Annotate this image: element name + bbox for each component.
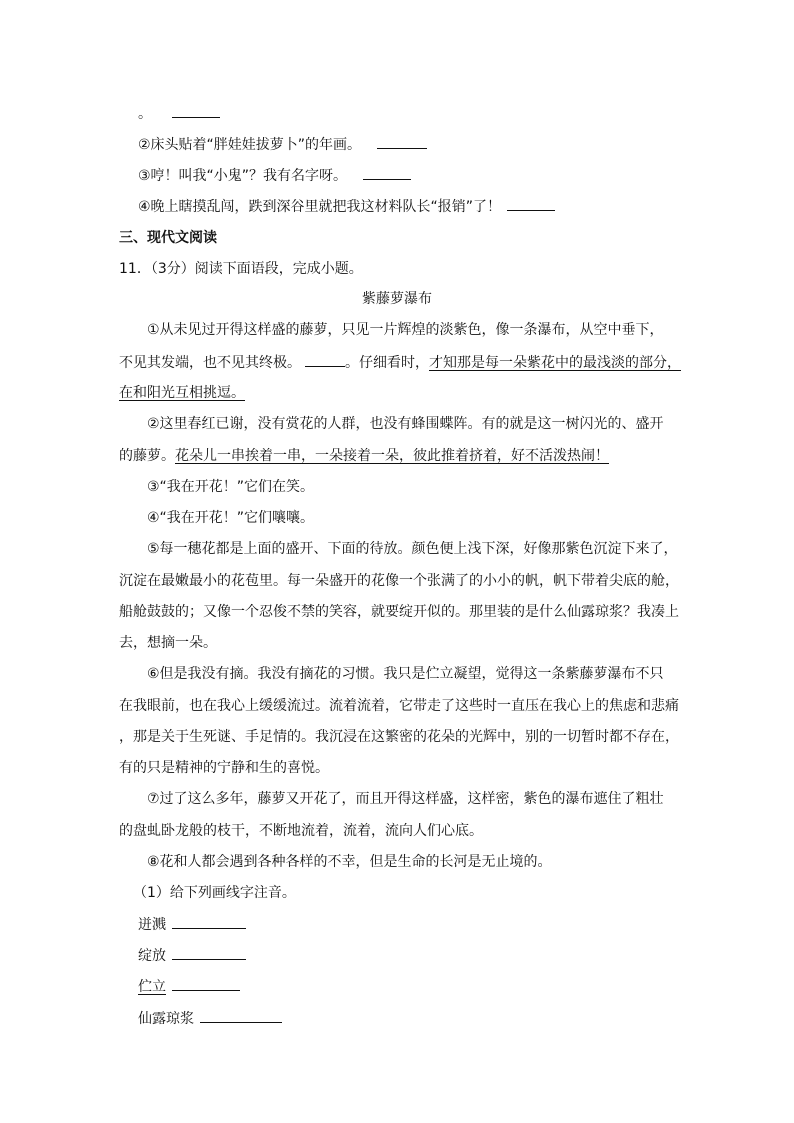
para-1-line-1: ①从未见过开得这样盛的藤萝，只见一片辉煌的淡紫色，像一条瀑布，从空中垂下， xyxy=(147,322,664,338)
question-11-stem: 11．（3分）阅读下面语段，完成小题。 xyxy=(119,261,363,277)
underlined-sentence: 才知那是每一朵紫花中的最浅淡的部分， xyxy=(429,355,681,371)
para-5-line-4: 去，想摘一朵。 xyxy=(119,635,217,651)
para-6-line-1: ⑥但是我没有摘。我没有摘花的习惯。我只是伫立凝望，觉得这一条紫藤萝瀑布不只 xyxy=(147,666,664,682)
para-5-line-3: 船舱鼓鼓的；又像一个忍俊不禁的笑容，就要绽开似的。那里装的是什么仙露琼浆？我凑上 xyxy=(119,604,679,620)
para-4: ④“我在开花！”它们嚷嚷。 xyxy=(147,510,315,526)
continued-text: 。 xyxy=(138,106,152,122)
answer-blank-2[interactable] xyxy=(377,134,427,149)
pinyin-item-4 xyxy=(138,1008,282,1029)
item-4 xyxy=(138,196,555,217)
para-5-line-1: ⑤每一穗花都是上面的盛开、下面的待放。颜色便上浅下深，好像那紫色沉淀下来了， xyxy=(147,541,678,557)
para-2-line-2 xyxy=(119,446,609,466)
word-1: 迸溅 xyxy=(138,917,166,933)
item-2 xyxy=(138,134,427,155)
answer-blank-1[interactable] xyxy=(172,103,220,118)
pinyin-blank-3[interactable] xyxy=(172,976,240,991)
item-4-text: ④晚上瞎摸乱闯，跌到深谷里就把我这材料队长“报销”了！ xyxy=(138,199,502,215)
answer-blank-4[interactable] xyxy=(507,196,555,211)
passage-title: 紫藤萝瀑布 xyxy=(362,291,432,307)
item-2-text: ②床头贴着“胖娃娃拔萝卜”的年画。 xyxy=(138,137,362,153)
pinyin-item-3 xyxy=(138,976,240,997)
para-2-text: 的藤萝。 xyxy=(119,448,175,464)
sub-question-1-stem: （1）给下列画线字注音。 xyxy=(133,885,296,901)
answer-blank-5[interactable] xyxy=(305,352,345,367)
word-2: 绽放 xyxy=(138,948,166,964)
word-3: 伫立 xyxy=(138,979,166,995)
para-7-line-2: 的盘虬卧龙般的枝干，不断地流着，流着，流向人们心底。 xyxy=(119,823,483,839)
continued-item-1 xyxy=(138,103,220,124)
para-1-line-3: 在和阳光互相挑逗。 xyxy=(119,385,245,401)
pinyin-blank-1[interactable] xyxy=(172,914,246,929)
para-3: ③“我在开花！”它们在笑。 xyxy=(147,479,315,495)
para-1-text: 不见其发端，也不见其终极。 xyxy=(119,355,301,371)
answer-blank-3[interactable] xyxy=(363,165,411,180)
underlined-sentence-2: 花朵儿一串挨着一串，一朵接着一朵，彼此推着挤着，好不活泼热闹！ xyxy=(175,448,609,464)
item-3-text: ③哼！叫我“小鬼”？我有名字呀。 xyxy=(138,168,348,184)
para-6-line-2: 在我眼前，也在我心上缓缓流过。流着流着，它带走了这些时一直压在我心上的焦虑和悲痛 xyxy=(119,698,679,714)
para-8: ⑧花和人都会遇到各种各样的不幸，但是生命的长河是无止境的。 xyxy=(147,854,552,870)
pinyin-blank-4[interactable] xyxy=(200,1008,282,1023)
para-2-line-1: ②这里春红已谢，没有赏花的人群，也没有蜂围蝶阵。有的就是这一树闪光的、盛开 xyxy=(147,416,664,432)
section-heading: 三、现代文阅读 xyxy=(119,230,217,246)
para-6-line-4: 有的只是精神的宁静和生的喜悦。 xyxy=(119,760,329,776)
para-1-text-mid: 。仔细看时， xyxy=(345,355,429,371)
para-1-line-2 xyxy=(119,352,681,373)
para-6-line-3: ，那是关于生死谜、手足情的。我沉浸在这繁密的花朵的光辉中，别的一切暂时都不存在， xyxy=(119,729,679,745)
item-3 xyxy=(138,165,411,186)
word-4: 仙露琼浆 xyxy=(138,1011,194,1027)
pinyin-item-2 xyxy=(138,945,246,966)
para-7-line-1: ⑦过了这么多年，藤萝又开花了，而且开得这样盛，这样密，紫色的瀑布遮住了粗壮 xyxy=(147,791,664,807)
pinyin-blank-2[interactable] xyxy=(172,945,246,960)
para-5-line-2: 沉淀在最嫩最小的花苞里。每一朵盛开的花像一个张满了的小小的帆，帆下带着尖底的舱， xyxy=(119,573,679,589)
pinyin-item-1 xyxy=(138,914,246,935)
